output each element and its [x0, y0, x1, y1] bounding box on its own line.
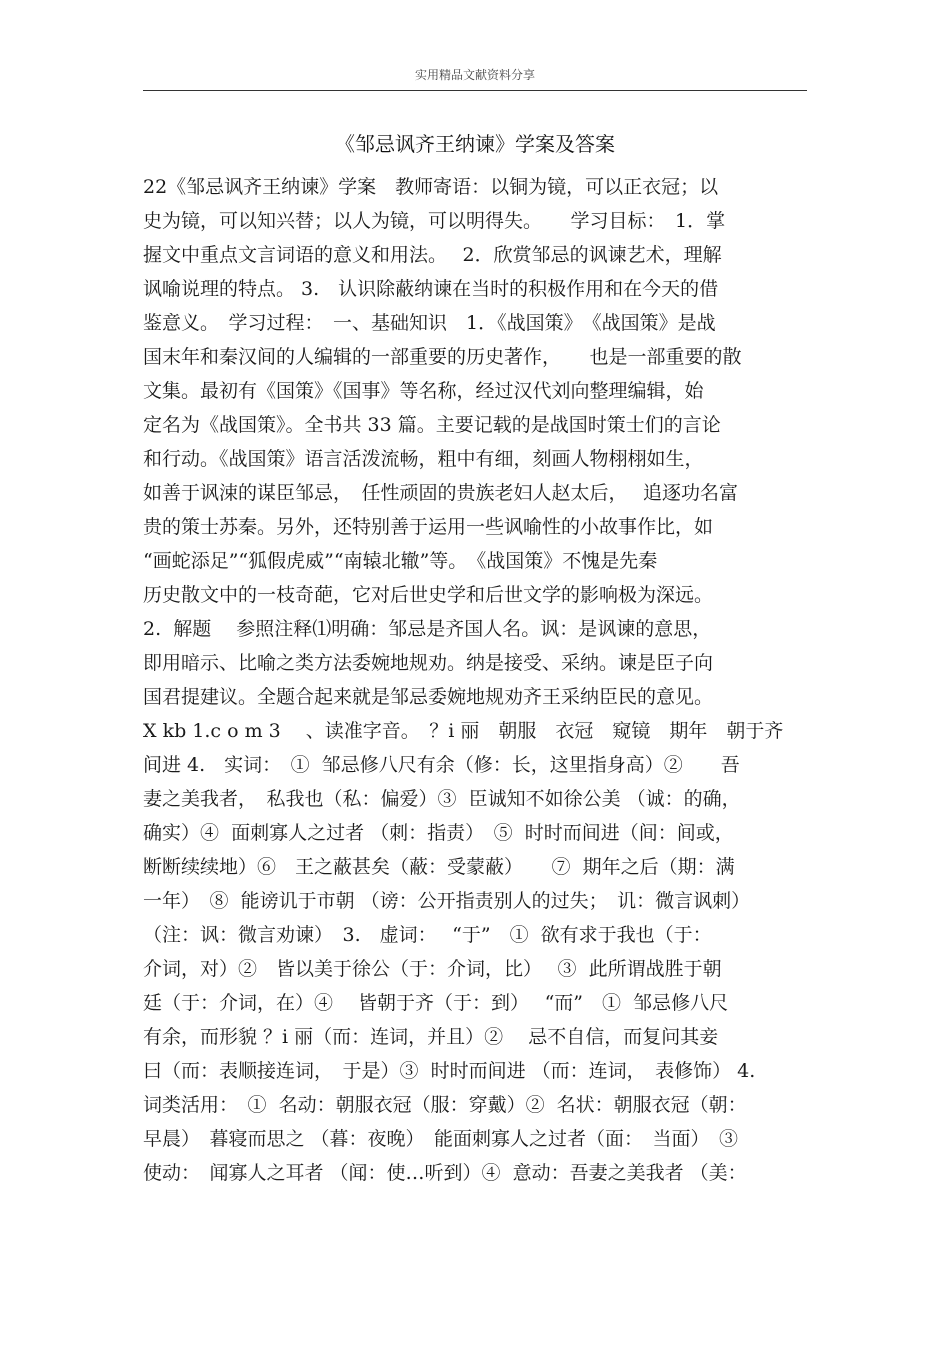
body-line: 和行动。《战国策》语言活泼流畅，粗中有细，刻画人物栩栩如生， — [143, 448, 704, 470]
body-line: 鉴意义。 学习过程： 一、基础知识 1．《战国策》 《战国策》是战 — [143, 312, 716, 334]
body-line: 国君提建议。全题合起来就是邹忌委婉地规劝齐王采纳臣民的意见。 — [143, 686, 714, 708]
body-line: 握文中重点文言词语的意义和用法。 2．欣赏邹忌的讽谏艺术，理解 — [143, 244, 722, 266]
body-line: 早晨） 暮寝而思之 （暮：夜晚） 能面刺寡人之过者（面： 当面） ③ — [143, 1128, 739, 1150]
body-line: 2. 解题 参照注释⑴明确：邹忌是齐国人名。讽：是讽谏的意思， — [143, 618, 712, 640]
document-body — [143, 170, 807, 1190]
body-line: 妻之美我者， 私我也（私：偏爱）③ 臣诚知不如徐公美 （诚：的确， — [143, 788, 741, 810]
body-line: 史为镜，可以知兴替；以人为镜，可以明得失。 学习目标： 1．掌 — [143, 210, 726, 232]
body-line: 如善于讽涑的谋臣邹忌， 任性顽固的贵族老妇人赵太后， 追逐功名富 — [143, 482, 739, 504]
body-line: 使动： 闻寡人之耳者 （闻：使…听到）④ 意动：吾妻之美我者 （美： — [143, 1162, 747, 1184]
body-line: （注：讽：微言劝谏） 3. 虚词： “于” ① 欲有求于我也（于： — [143, 924, 712, 946]
body-line: 贵的策士苏秦。另外，还特别善于运用一些讽喻性的小故事作比，如 — [143, 516, 714, 538]
body-line: 文集。最初有《国策》《国事》等名称，经过汉代刘向整理编辑，始 — [143, 380, 704, 402]
body-line: 一年） ⑧ 能谤讥于市朝 （谤：公开指责别人的过失； 讥：微言讽刺） — [143, 890, 751, 912]
body-line: 廷（于：介词，在）④ 皆朝于齐（于：到） “而” ① 邹忌修八尺 — [143, 992, 729, 1014]
body-line: 历史散文中的一枝奇葩，它对后世史学和后世文学的影响极为深远。 — [143, 584, 714, 606]
body-line: 曰（而：表顺接连词， 于是）③ 时时而间进 （而：连词， 表修饰） 4. — [143, 1060, 756, 1082]
running-header: 实用精品文献资料分享 — [414, 68, 535, 82]
body-line: “画蛇添足”“狐假虎威”“南辕北辙”等。 《战国策》不愧是先秦 — [143, 550, 658, 572]
body-line: 介词，对）② 皆以美于徐公（于：介词，比） ③ 此所谓战胜于朝 — [143, 958, 722, 980]
body-line: 即用暗示、比喻之类方法委婉地规劝。纳是接受、采纳。谏是臣子向 — [143, 652, 714, 674]
header-divider — [143, 90, 807, 91]
body-line: X kb 1.c o m 3 、读准字音。 ？i 丽 朝服 衣冠 窥镜 期年 朝于齐 — [143, 720, 784, 742]
body-line: 确实）④ 面刺寡人之过者 （刺：指责） ⑤ 时时而间进（间：间或， — [143, 822, 734, 844]
document-title: 《邹忌讽齐王纳谏》学案及答案 — [335, 132, 615, 156]
body-line: 词类活用： ① 名动：朝服衣冠（服：穿戴）② 名状：朝服衣冠（朝： — [143, 1094, 747, 1116]
body-line: 国末年和秦汉间的人编辑的一部重要的历史著作， 也是一部重要的散 — [143, 346, 742, 368]
body-line: 定名为《战国策》。全书共 33 篇。主要记载的是战国时策士们的言论 — [143, 414, 721, 436]
body-line: 断断续续地）⑥ 王之蔽甚矣（蔽：受蒙蔽） ⑦ 期年之后（期：满 — [143, 856, 735, 878]
body-line: 22《邹忌讽齐王纳谏》学案 教师寄语：以铜为镜，可以正衣冠；以 — [143, 176, 719, 198]
body-line: 有余，而形貌 ？i 丽（而：连词，并且）② 忌不自信，而复问其妾 — [143, 1026, 719, 1048]
body-line: 讽喻说理的特点。 3. 认识除蔽纳谏在当时的积极作用和在今天的借 — [143, 278, 719, 300]
body-line: 间进 4. 实词： ① 邹忌修八尺有余（修：长，这里指身高）② 吾 — [143, 754, 740, 776]
